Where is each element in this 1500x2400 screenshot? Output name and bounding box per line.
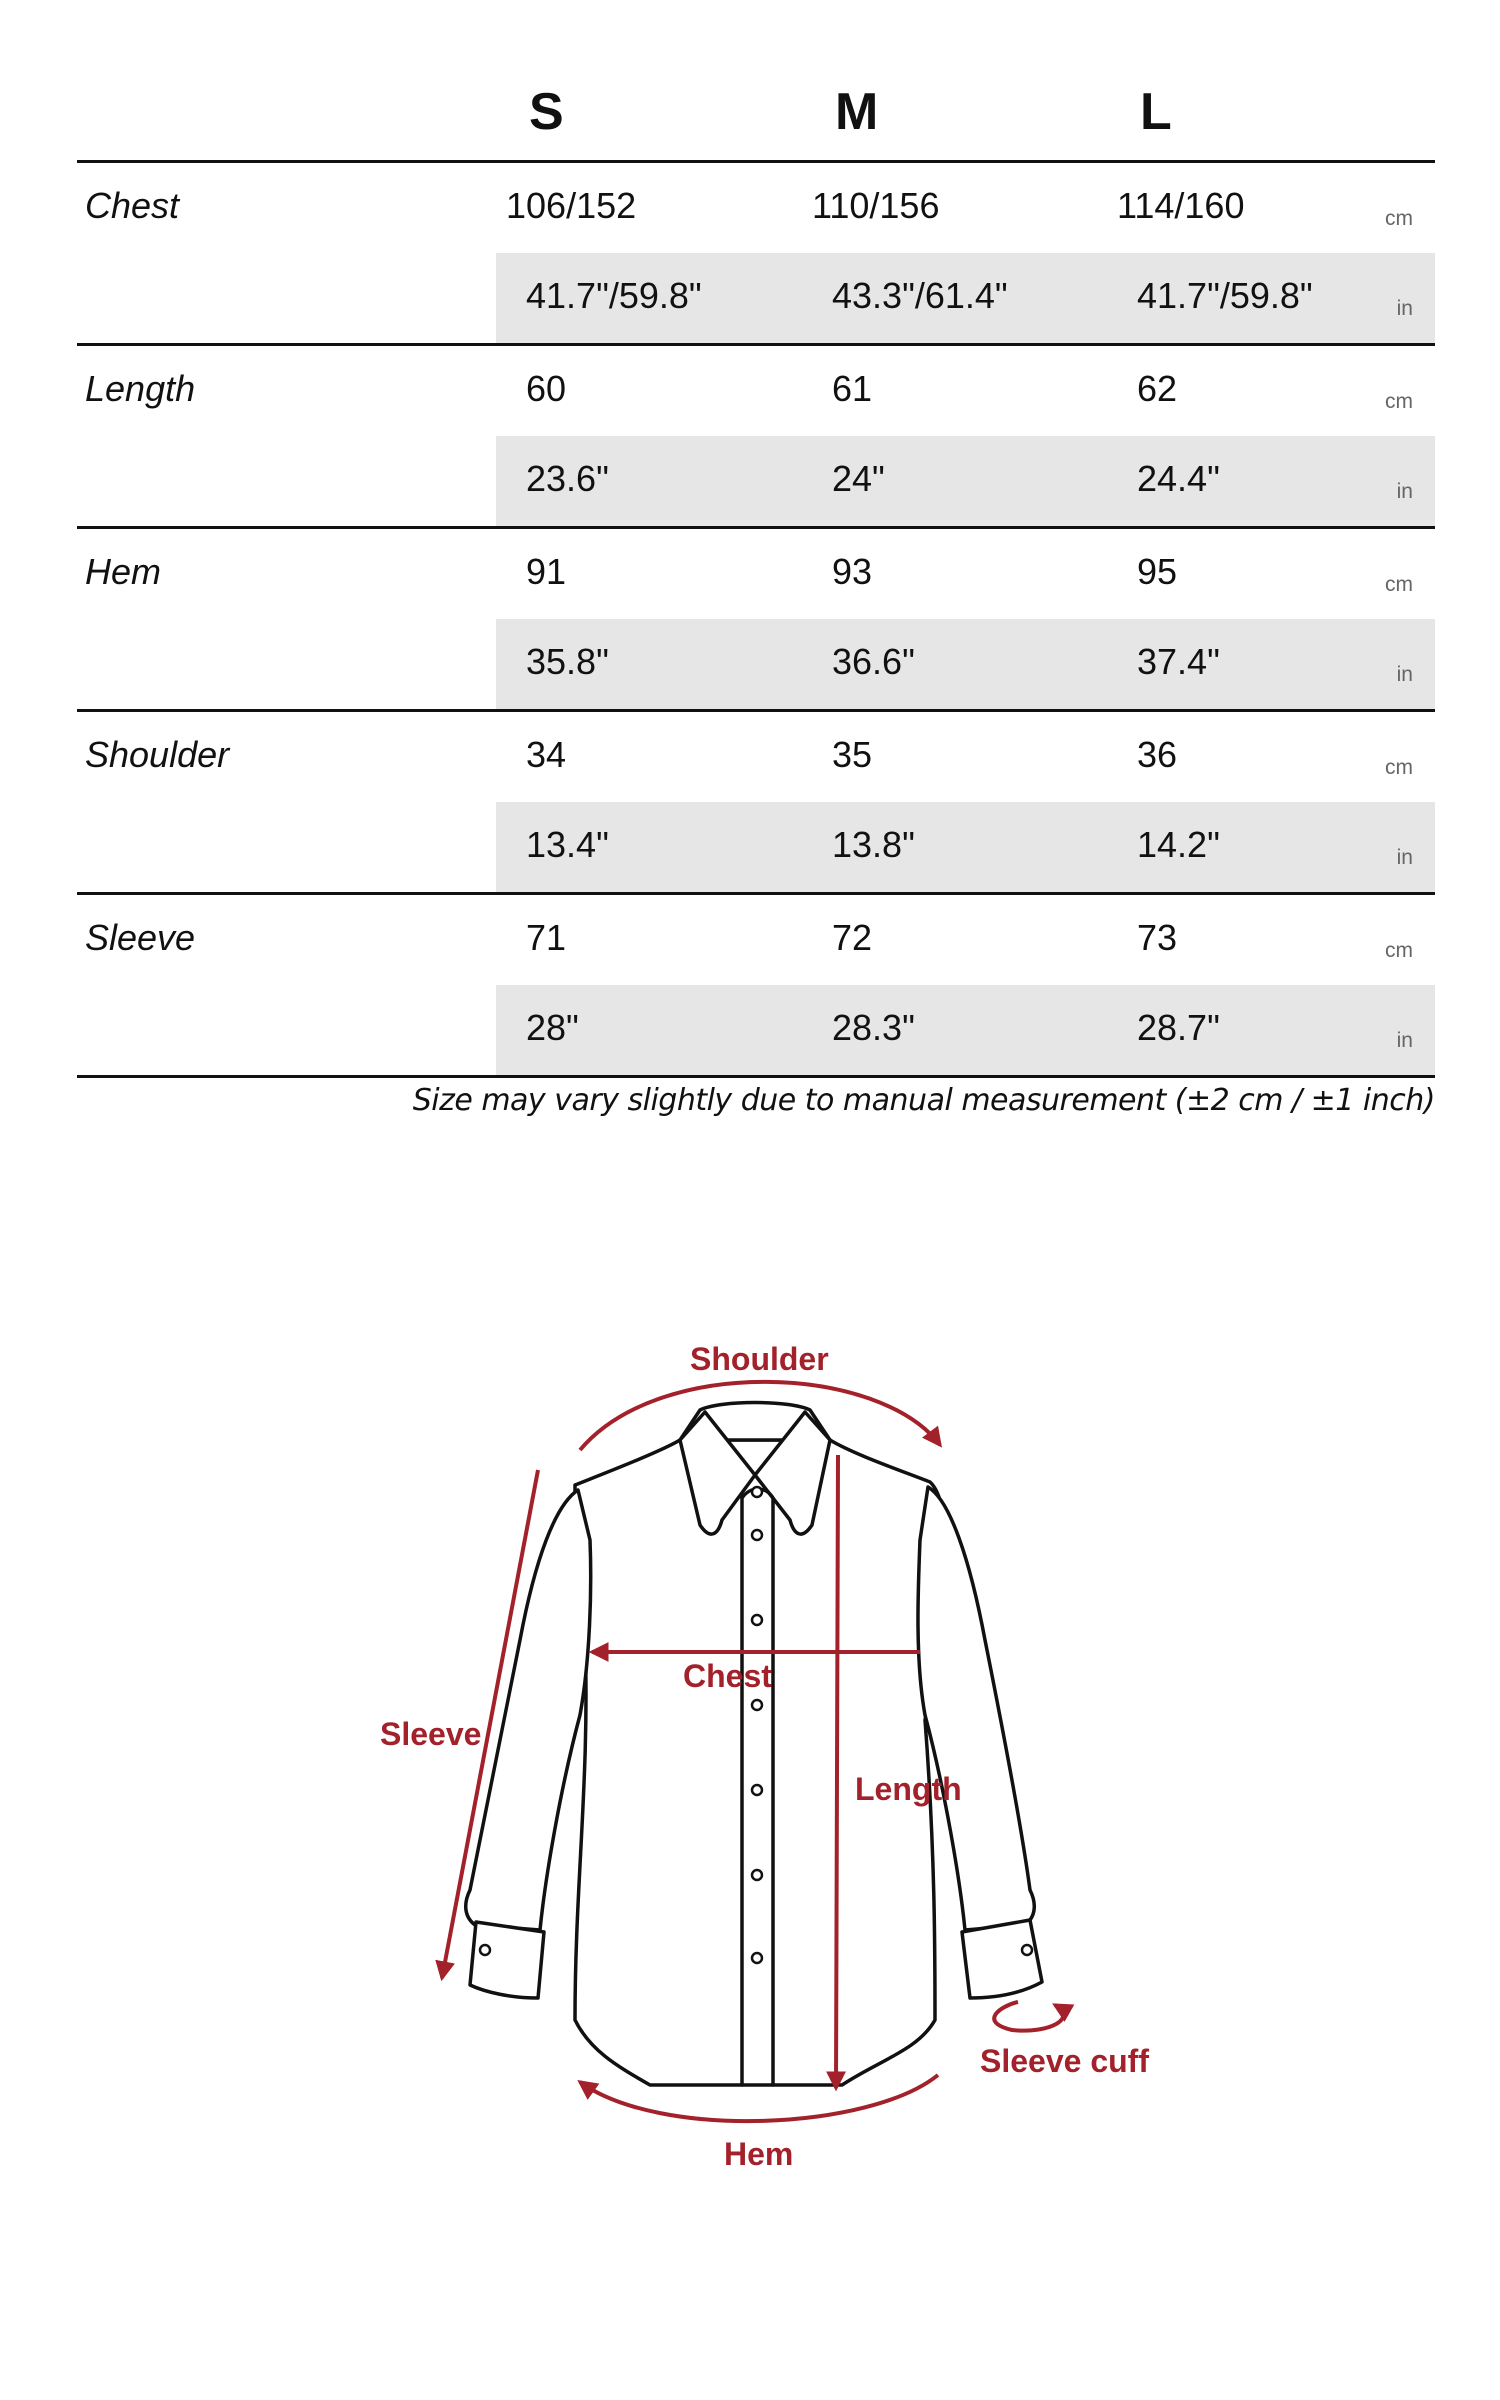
label-sleeve-cuff: Sleeve cuff [980,2043,1149,2079]
inch-row [496,436,1435,526]
measurement-label: Hem [85,551,162,592]
label-sleeve: Sleeve [380,1716,482,1752]
measurement-label: Chest [85,185,180,226]
value-cell: 95 [1137,551,1178,592]
unit-label-in: in [1396,297,1413,320]
measurement-label: Shoulder [85,734,230,775]
length-arrow [836,1455,838,2088]
unit-label-cm: cm [1385,573,1413,596]
cm-row [496,529,1435,622]
value-cell: 41.7"/59.8" [1137,275,1313,316]
unit-label-in: in [1396,846,1413,869]
value-cell: 36 [1137,734,1178,775]
value-cell: 35.8" [526,641,609,682]
measurement-group-chest [77,163,1435,346]
size-heading-s: S [529,83,564,141]
cm-row [496,895,1435,988]
button [752,1953,762,1963]
value-cell: 24" [832,458,885,499]
shirt-left-sleeve [466,1490,591,1930]
measurement-group-hem [77,529,1435,712]
unit-label-in: in [1396,480,1413,503]
value-cell: 43.3"/61.4" [832,275,1008,316]
label-chest: Chest [683,1658,772,1694]
value-cell: 91 [526,551,567,592]
value-cell: 35 [832,734,873,775]
size-heading-l: L [1140,83,1172,141]
cuff-button-right [1022,1945,1032,1955]
shirt-measurement-diagram [0,1260,1500,2260]
inch-row [496,802,1435,892]
measurement-disclaimer: Size may vary slightly due to manual measurement (±2 cm / ±1 inch) [412,1083,1435,1118]
value-cell: 13.4" [526,824,609,865]
inch-row [496,619,1435,709]
value-cell: 73 [1137,917,1178,958]
value-cell: 61 [832,368,873,409]
value-cell: 36.6" [832,641,915,682]
shirt-right-sleeve [918,1487,1034,1930]
label-shoulder: Shoulder [690,1341,829,1377]
measurement-group-shoulder [77,712,1435,895]
right-cuff [962,1920,1042,1998]
value-cell: 14.2" [1137,824,1220,865]
size-chart-table [77,70,1435,1078]
size-header-row [77,70,1435,163]
shirt-outline [466,1403,1042,2086]
cm-row [496,163,1435,256]
value-cell: 37.4" [1137,641,1220,682]
unit-label-cm: cm [1385,756,1413,779]
value-cell: 24.4" [1137,458,1220,499]
measurement-label: Sleeve [85,917,196,958]
value-cell: 110/156 [812,185,940,226]
unit-label-cm: cm [1385,207,1413,230]
unit-label-in: in [1396,1029,1413,1052]
measurement-group-length [77,346,1435,529]
value-cell: 41.7"/59.8" [526,275,702,316]
button [752,1615,762,1625]
label-hem: Hem [724,2136,794,2172]
cm-row [496,712,1435,805]
measurement-label: Length [85,368,196,409]
button [752,1487,762,1497]
value-cell: 72 [832,917,873,958]
button [752,1870,762,1880]
button [752,1530,762,1540]
value-cell: 13.8" [832,824,915,865]
label-length: Length [855,1771,962,1807]
unit-label-cm: cm [1385,939,1413,962]
left-cuff [470,1922,544,1998]
inch-row [496,985,1435,1075]
button [752,1700,762,1710]
button [752,1785,762,1795]
value-cell: 28.3" [832,1007,915,1048]
sleeve-cuff-arrow [994,2002,1063,2031]
value-cell: 28.7" [1137,1007,1220,1048]
value-cell: 34 [526,734,567,775]
cm-row [496,346,1435,439]
unit-label-in: in [1396,663,1413,686]
value-cell: 114/160 [1117,185,1245,226]
value-cell: 23.6" [526,458,609,499]
value-cell: 71 [526,917,567,958]
value-cell: 62 [1137,368,1178,409]
value-cell: 28" [526,1007,579,1048]
size-heading-m: M [835,83,879,141]
value-cell: 93 [832,551,873,592]
value-cell: 106/152 [506,185,637,226]
measurement-group-sleeve [77,895,1435,1078]
value-cell: 60 [526,368,567,409]
inch-row [496,253,1435,343]
unit-label-cm: cm [1385,390,1413,413]
cuff-button-left [480,1945,490,1955]
